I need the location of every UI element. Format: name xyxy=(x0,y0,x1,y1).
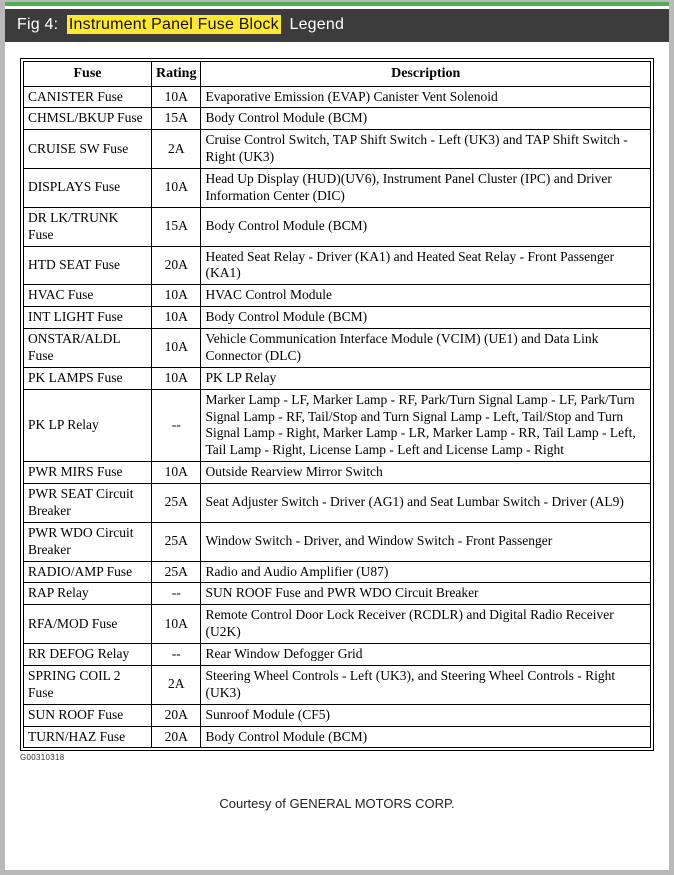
table-row xyxy=(24,644,651,666)
fuse-cell: TURN/HAZ Fuse xyxy=(24,726,152,748)
fuse-cell: RAP Relay xyxy=(24,583,152,605)
description-cell: Vehicle Communication Interface Module (VCIM) (UE1) and Data Link Connector (DLC) xyxy=(201,329,651,368)
fuse-cell: HTD SEAT Fuse xyxy=(24,246,152,285)
fuse-cell: PK LP Relay xyxy=(24,389,152,462)
fuse-cell: PWR SEAT Circuit Breaker xyxy=(24,484,152,523)
column-header-fuse: Fuse xyxy=(24,62,152,87)
table-row xyxy=(24,207,651,246)
courtesy-caption: Courtesy of GENERAL MOTORS CORP. xyxy=(219,796,455,812)
table-row xyxy=(24,329,651,368)
rating-cell: 25A xyxy=(152,484,201,523)
fuse-legend-table xyxy=(23,61,651,748)
fuse-cell: SPRING COIL 2 Fuse xyxy=(24,665,152,704)
table-row xyxy=(24,86,651,108)
title-suffix: Legend xyxy=(289,16,345,33)
rating-cell: 25A xyxy=(152,522,201,561)
figure-title-bar xyxy=(5,9,669,42)
fuse-cell: RFA/MOD Fuse xyxy=(24,605,152,644)
rating-cell: -- xyxy=(152,644,201,666)
description-cell: Outside Rearview Mirror Switch xyxy=(201,462,651,484)
fuse-cell: PK LAMPS Fuse xyxy=(24,367,152,389)
table-row xyxy=(24,583,651,605)
table-row xyxy=(24,462,651,484)
fuse-table-frame xyxy=(20,58,654,751)
table-row xyxy=(24,561,651,583)
description-cell: Radio and Audio Amplifier (U87) xyxy=(201,561,651,583)
fuse-cell: INT LIGHT Fuse xyxy=(24,307,152,329)
description-cell: Window Switch - Driver, and Window Switch - Front Passenger xyxy=(201,522,651,561)
table-row xyxy=(24,484,651,523)
rating-cell: -- xyxy=(152,389,201,462)
table-row xyxy=(24,726,651,748)
column-header-rating: Rating xyxy=(152,62,201,87)
rating-cell: 10A xyxy=(152,367,201,389)
rating-cell: 10A xyxy=(152,285,201,307)
description-cell: Body Control Module (BCM) xyxy=(201,726,651,748)
table-row xyxy=(24,389,651,462)
rating-cell: 10A xyxy=(152,329,201,368)
table-row xyxy=(24,704,651,726)
table-row xyxy=(24,367,651,389)
table-row xyxy=(24,285,651,307)
rating-cell: 10A xyxy=(152,169,201,208)
table-header xyxy=(24,62,651,87)
column-header-description: Description xyxy=(201,62,651,87)
document-number: G00310318 xyxy=(20,753,65,763)
description-cell: Body Control Module (BCM) xyxy=(201,108,651,130)
fuse-cell: CANISTER Fuse xyxy=(24,86,152,108)
description-cell: Sunroof Module (CF5) xyxy=(201,704,651,726)
rating-cell: 15A xyxy=(152,207,201,246)
rating-cell: 10A xyxy=(152,86,201,108)
table-row xyxy=(24,246,651,285)
description-cell: Rear Window Defogger Grid xyxy=(201,644,651,666)
rating-cell: 10A xyxy=(152,462,201,484)
fuse-cell: CHMSL/BKUP Fuse xyxy=(24,108,152,130)
rating-cell: 10A xyxy=(152,605,201,644)
description-cell: Marker Lamp - LF, Marker Lamp - RF, Park/Turn Signal Lamp - LF, Park/Turn Signal Lamp - RF, Tail/Stop and Turn Signal Lamp - Left, Tail/Stop and Turn Signal Lamp - Right, Marker Lamp - LR, Marker Lamp - RR, Tail Lamp - Left, Tail Lamp - Right, License Lamp - Left and License Lamp - Right xyxy=(201,389,651,462)
fuse-cell: ONSTAR/ALDL Fuse xyxy=(24,329,152,368)
rating-cell: 20A xyxy=(152,726,201,748)
description-cell: HVAC Control Module xyxy=(201,285,651,307)
fuse-cell: RR DEFOG Relay xyxy=(24,644,152,666)
fuse-cell: SUN ROOF Fuse xyxy=(24,704,152,726)
description-cell: Evaporative Emission (EVAP) Canister Vent Solenoid xyxy=(201,86,651,108)
fuse-cell: CRUISE SW Fuse xyxy=(24,130,152,169)
table-row xyxy=(24,665,651,704)
fuse-cell: PWR MIRS Fuse xyxy=(24,462,152,484)
highlighted-title-text: Instrument Panel Fuse Block xyxy=(68,16,279,33)
table-row xyxy=(24,605,651,644)
table-header-row xyxy=(24,62,651,87)
description-cell: Body Control Module (BCM) xyxy=(201,307,651,329)
table-row xyxy=(24,130,651,169)
top-accent-bar xyxy=(5,2,669,6)
description-cell: SUN ROOF Fuse and PWR WDO Circuit Breaker xyxy=(201,583,651,605)
figure-label: Fig 4: xyxy=(17,16,59,33)
document-content xyxy=(5,42,669,811)
fuse-cell: RADIO/AMP Fuse xyxy=(24,561,152,583)
table-row xyxy=(24,522,651,561)
description-cell: Seat Adjuster Switch - Driver (AG1) and Seat Lumbar Switch - Driver (AL9) xyxy=(201,484,651,523)
rating-cell: 25A xyxy=(152,561,201,583)
description-cell: PK LP Relay xyxy=(201,367,651,389)
description-cell: Heated Seat Relay - Driver (KA1) and Heated Seat Relay - Front Passenger (KA1) xyxy=(201,246,651,285)
rating-cell: 20A xyxy=(152,246,201,285)
rating-cell: 20A xyxy=(152,704,201,726)
description-cell: Remote Control Door Lock Receiver (RCDLR) and Digital Radio Receiver (U2K) xyxy=(201,605,651,644)
fuse-cell: PWR WDO Circuit Breaker xyxy=(24,522,152,561)
rating-cell: 2A xyxy=(152,665,201,704)
table-row xyxy=(24,307,651,329)
description-cell: Body Control Module (BCM) xyxy=(201,207,651,246)
rating-cell: 2A xyxy=(152,130,201,169)
description-cell: Steering Wheel Controls - Left (UK3), and Steering Wheel Controls - Right (UK3) xyxy=(201,665,651,704)
fuse-cell: DR LK/TRUNK Fuse xyxy=(24,207,152,246)
fuse-cell: DISPLAYS Fuse xyxy=(24,169,152,208)
table-body xyxy=(24,86,651,748)
rating-cell: -- xyxy=(152,583,201,605)
table-row xyxy=(24,169,651,208)
table-row xyxy=(24,108,651,130)
description-cell: Cruise Control Switch, TAP Shift Switch - Left (UK3) and TAP Shift Switch - Right (UK3) xyxy=(201,130,651,169)
fuse-cell: HVAC Fuse xyxy=(24,285,152,307)
rating-cell: 10A xyxy=(152,307,201,329)
description-cell: Head Up Display (HUD)(UV6), Instrument Panel Cluster (IPC) and Driver Information Center (DIC) xyxy=(201,169,651,208)
rating-cell: 15A xyxy=(152,108,201,130)
